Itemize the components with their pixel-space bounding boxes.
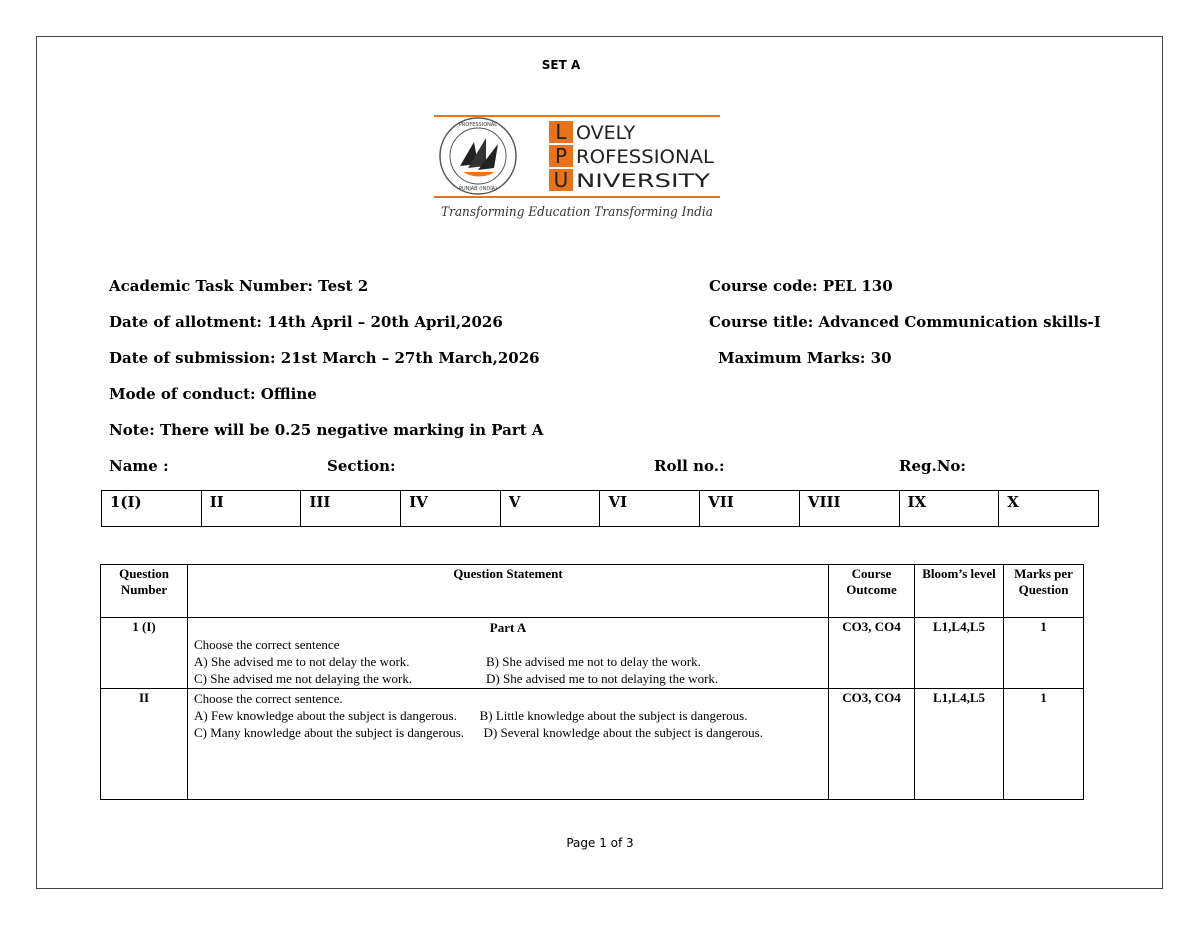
logo-seal-bottom-text: PUNJAB (INDIA) xyxy=(458,186,498,192)
course-code: Course code: PEL 130 xyxy=(709,277,893,295)
maximum-marks: Maximum Marks: 30 xyxy=(718,349,892,367)
blooms-level: L1,L4,L5 xyxy=(915,689,1004,800)
option-a: A) She advised me to not delay the work. xyxy=(194,654,410,669)
logo-top-bar xyxy=(434,115,720,117)
date-of-submission: Date of submission: 21st March – 27th March,2026 xyxy=(109,349,540,367)
question-statement xyxy=(188,618,829,689)
header-marks-per-question: Marks per Question xyxy=(1004,565,1084,618)
question-statement xyxy=(188,689,829,800)
marks-grid-row xyxy=(102,491,1099,527)
roll-no-label: Roll no.: xyxy=(654,457,725,475)
marks-grid-cell: IX xyxy=(899,491,999,527)
marks-per-question: 1 xyxy=(1004,689,1084,800)
university-logo xyxy=(434,112,720,224)
marks-grid-cell: V xyxy=(500,491,600,527)
option-d: D) She advised me to not delaying the work. xyxy=(486,671,719,686)
marks-grid-cell: VI xyxy=(600,491,700,527)
logo-tagline: Transforming Education Transforming India xyxy=(441,205,713,220)
reg-no-label: Reg.No: xyxy=(899,457,966,475)
question-number: II xyxy=(101,689,188,800)
table-row xyxy=(101,689,1084,800)
logo-seal-top-text: PROFESSIONAL xyxy=(458,122,498,128)
logo-bottom-bar xyxy=(434,196,720,198)
marks-grid xyxy=(101,490,1099,527)
logo-word-ovely: OVELY xyxy=(576,122,636,144)
set-label: SET A xyxy=(541,58,581,72)
logo-seal xyxy=(440,118,516,194)
marks-grid-cell: VIII xyxy=(799,491,899,527)
section-label: Section: xyxy=(327,457,396,475)
table-row xyxy=(101,618,1084,689)
course-title: Course title: Advanced Communication skills-I xyxy=(709,313,1101,331)
marks-grid-cell: VII xyxy=(700,491,800,527)
logo-letter-p: P xyxy=(554,144,568,168)
header-question-statement: Question Statement xyxy=(188,565,829,618)
option-row xyxy=(194,653,822,670)
marks-grid-cell: II xyxy=(201,491,301,527)
name-label: Name : xyxy=(109,457,169,475)
option-b: B) She advised me not to delay the work. xyxy=(486,654,701,669)
option-line-cd: C) Many knowledge about the subject is dangerous. D) Several knowledge about the subject is dangerous. xyxy=(194,725,763,740)
marks-grid-cell: X xyxy=(999,491,1099,527)
question-table-header xyxy=(101,565,1084,618)
option-row xyxy=(194,670,822,687)
marks-per-question: 1 xyxy=(1004,618,1084,689)
question-table xyxy=(100,564,1084,800)
header-blooms-level: Bloom’s level xyxy=(915,565,1004,618)
logo-word-niversity: NIVERSITY xyxy=(576,170,711,192)
negative-marking-note: Note: There will be 0.25 negative marking in Part A xyxy=(109,421,544,439)
option-c: C) She advised me not delaying the work. xyxy=(194,671,413,686)
course-outcome: CO3, CO4 xyxy=(829,618,915,689)
course-outcome: CO3, CO4 xyxy=(829,689,915,800)
option-line-ab: A) Few knowledge about the subject is dangerous. B) Little knowledge about the subject is dangerous. xyxy=(194,708,748,723)
logo-letter-u: U xyxy=(553,168,569,192)
date-of-allotment: Date of allotment: 14th April – 20th April,2026 xyxy=(109,313,503,331)
logo-letter-l: L xyxy=(555,120,567,144)
mode-of-conduct: Mode of conduct: Offline xyxy=(109,385,317,403)
question-prompt: Choose the correct sentence xyxy=(194,637,340,652)
page-number: Page 1 of 3 xyxy=(566,836,634,850)
part-title: Part A xyxy=(489,620,527,635)
question-prompt: Choose the correct sentence. xyxy=(194,691,343,706)
marks-grid-cell: 1(I) xyxy=(102,491,202,527)
question-number: 1 (I) xyxy=(101,618,188,689)
header-question-number: Question Number xyxy=(101,565,188,618)
academic-task-number: Academic Task Number: Test 2 xyxy=(109,277,369,295)
blooms-level: L1,L4,L5 xyxy=(915,618,1004,689)
marks-grid-cell: IV xyxy=(401,491,501,527)
marks-grid-cell: III xyxy=(301,491,401,527)
header-course-outcome: Course Outcome xyxy=(829,565,915,618)
logo-word-rofessional: ROFESSIONAL xyxy=(576,146,715,168)
